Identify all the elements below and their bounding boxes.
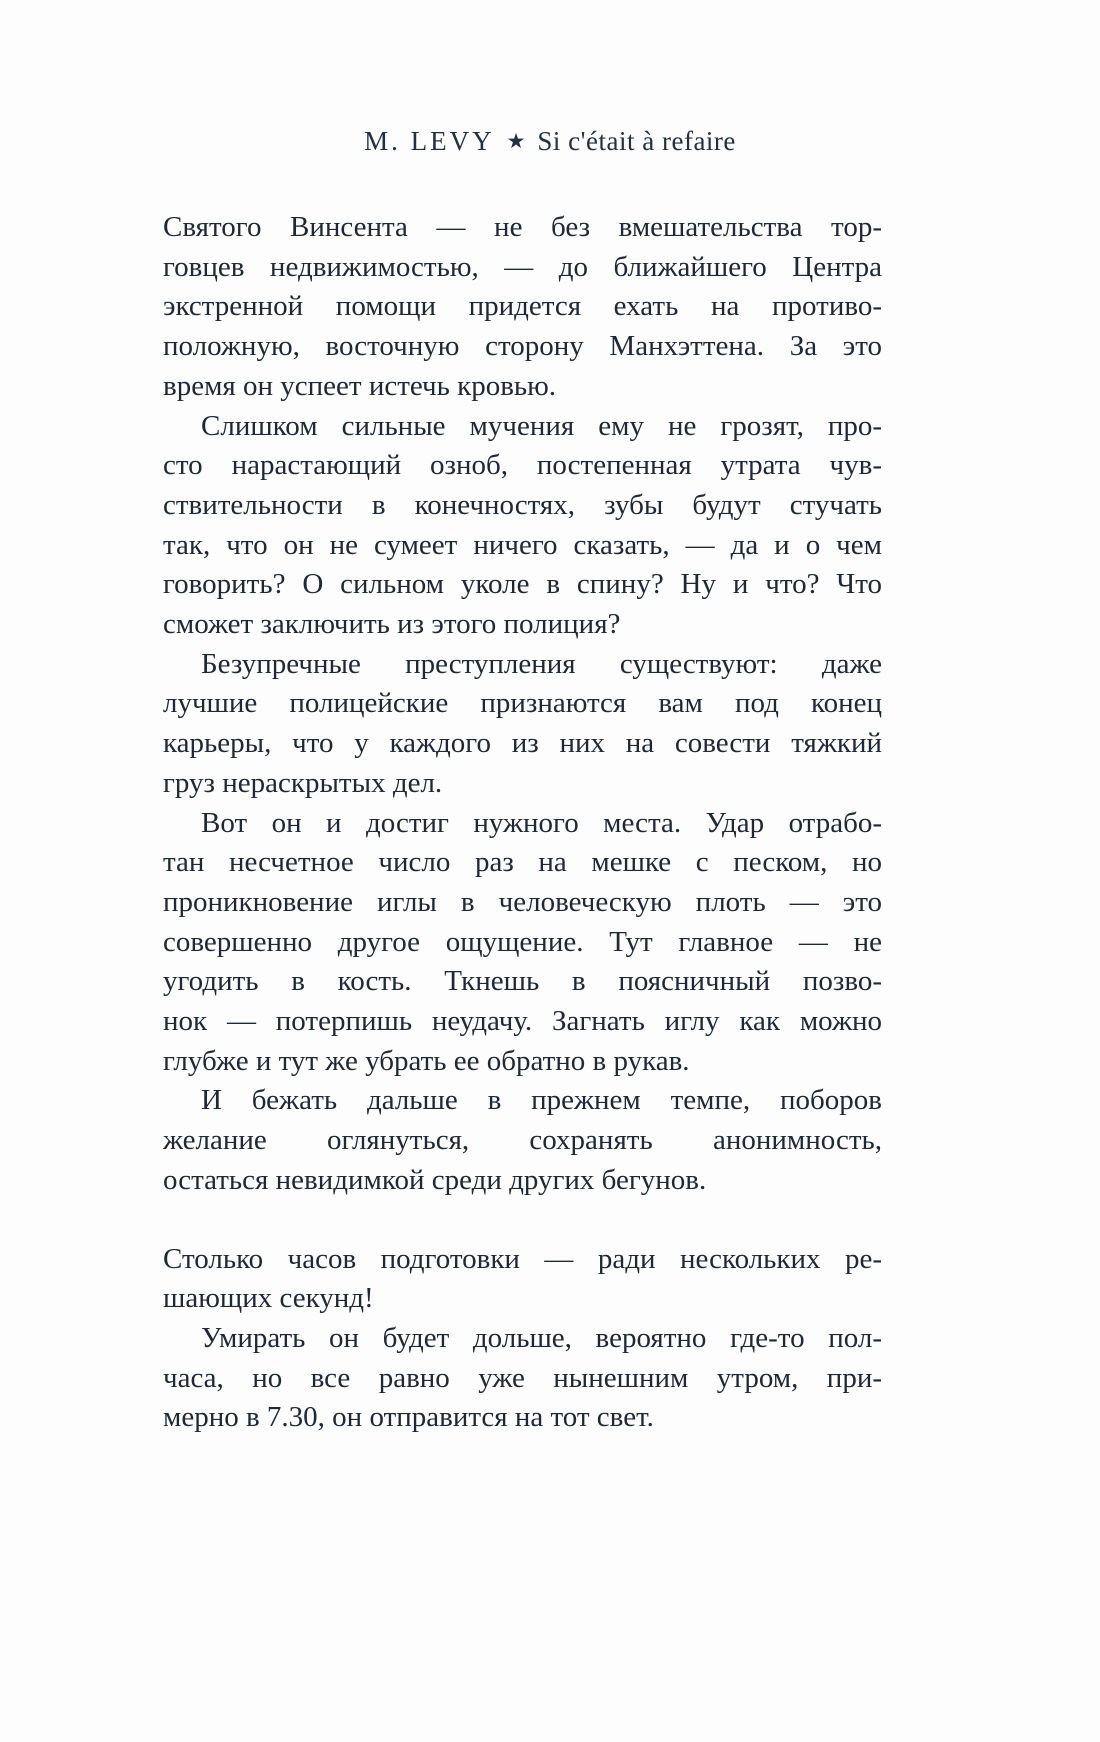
text-line: угодить в кость. Ткнешь в поясничный позво- [163, 965, 882, 998]
running-head-author: M. LEVY [364, 126, 495, 156]
running-head-title: Si c'était à refaire [537, 126, 736, 156]
text-line: сто нарастающий озноб, постепенная утрата чув- [163, 449, 882, 482]
paragraph [163, 804, 882, 1082]
text-line: сможет заключить из этого полиция? [163, 608, 621, 641]
running-head [0, 126, 1100, 157]
text-line: тан несчетное число раз на мешке с песком, но [163, 846, 882, 879]
text-line: экстренной помощи придется ехать на противо- [163, 290, 882, 323]
text-line: положную, восточную сторону Манхэттена. За это [163, 330, 882, 363]
text-line: шающих секунд! [163, 1282, 374, 1315]
text-line: проникновение иглы в человеческую плоть — это [163, 885, 882, 918]
star-icon: ★ [506, 129, 526, 153]
text-line: Столько часов подготовки — ради нескольких ре- [163, 1242, 882, 1275]
text-line: говцев недвижимостью, — до ближайшего Центра [163, 250, 882, 283]
text-line: глубже и тут же убрать ее обратно в рукав. [163, 1044, 690, 1077]
text-line: желание оглянуться, сохранять анонимность, [163, 1124, 882, 1157]
text-line: говорить? О сильном уколе в спину? Ну и что? Что [163, 568, 882, 601]
text-line: совершенно другое ощущение. Тут главное — не [163, 925, 882, 958]
paragraph [163, 1319, 882, 1438]
text-line: ствительности в конечностях, зубы будут стучать [163, 488, 882, 521]
text-line: Вот он и достиг нужного места. Удар отрабо- [201, 806, 882, 839]
text-line: И бежать дальше в прежнем темпе, поборов [201, 1084, 882, 1117]
text-line: мерно в 7.30, он отправится на тот свет. [163, 1401, 654, 1434]
text-line: часа, но все равно уже нынешним утром, при- [163, 1361, 882, 1394]
paragraph [163, 1240, 882, 1319]
text-line: остаться невидимкой среди других бегунов. [163, 1163, 707, 1196]
text-line: карьеры, что у каждого из них на совести тяжкий [163, 727, 882, 760]
text-line: Безупречные преступления существуют: даже [201, 647, 882, 680]
text-line: нок — потерпишь неудачу. Загнать иглу как можно [163, 1005, 882, 1038]
paragraph [163, 645, 882, 804]
paragraph [163, 1081, 882, 1200]
page-text [163, 208, 882, 1438]
text-line: лучшие полицейские признаются вам под конец [163, 687, 882, 720]
paragraph [163, 407, 882, 645]
text-line: Слишком сильные мучения ему не грозят, про- [201, 409, 882, 442]
text-line: груз нераскрытых дел. [163, 766, 443, 799]
text-line: время он успеет истечь кровью. [163, 369, 557, 402]
text-line: так, что он не сумеет ничего сказать, — да и о чем [163, 528, 882, 561]
text-line: Умирать он будет дольше, вероятно где-то пол- [201, 1321, 882, 1354]
paragraph [163, 208, 882, 407]
text-line: Святого Винсента — не без вмешательства тор- [163, 211, 882, 243]
